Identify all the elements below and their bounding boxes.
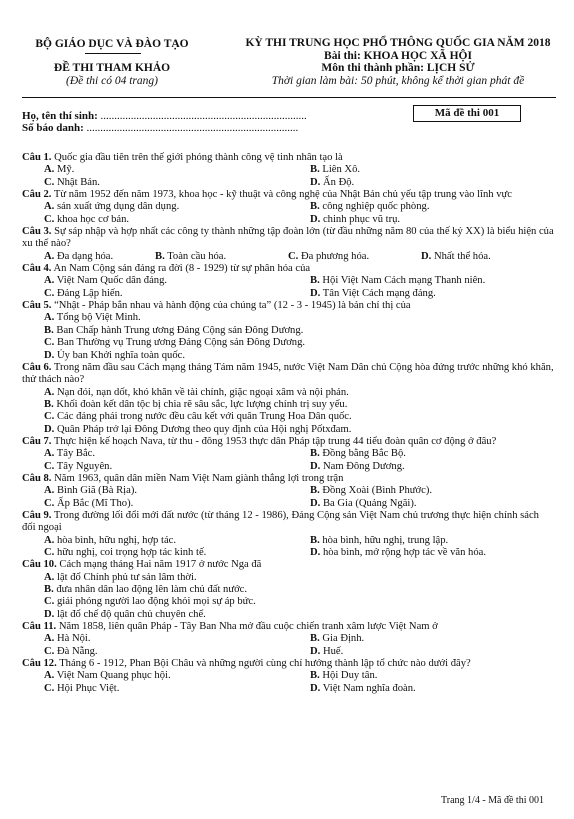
option-text: Tổng bộ Việt Minh. xyxy=(56,312,141,324)
answer-options xyxy=(22,312,554,361)
question-text: Tháng 6 - 1912, Phan Bội Châu và những người cùng chí hướng thành lập tổ chức nào dưới đây? xyxy=(59,658,471,670)
question-12 xyxy=(22,658,554,695)
answer-option xyxy=(22,572,554,584)
option-letter: B. xyxy=(310,448,320,460)
option-letter: A. xyxy=(44,534,55,546)
answer-option xyxy=(22,596,554,608)
answer-option xyxy=(288,201,554,213)
question-1 xyxy=(22,152,554,189)
question-2 xyxy=(22,189,554,226)
option-letter: D. xyxy=(421,250,432,262)
option-text: giải phóng người lao động khỏi mọi sự áp bức. xyxy=(56,596,256,608)
option-text: Ba Gia (Quảng Ngãi). xyxy=(322,497,417,509)
option-text: sản xuất ứng dụng dân dụng. xyxy=(56,201,180,213)
answer-option xyxy=(22,201,288,213)
option-text: Đa dạng hóa. xyxy=(56,250,114,262)
option-letter: D. xyxy=(310,682,321,694)
question-number: Câu 1. xyxy=(22,152,52,163)
option-text: Mỹ. xyxy=(56,164,75,176)
option-text: Việt Nam Quốc dân đảng. xyxy=(56,275,168,287)
exam-title: KỲ THI TRUNG HỌC PHỔ THÔNG QUỐC GIA NĂM 2018 xyxy=(245,37,551,49)
option-text: Liên Xô. xyxy=(322,164,361,176)
question-5 xyxy=(22,300,554,362)
option-text: hòa bình, hữu nghị, hợp tác. xyxy=(56,534,176,546)
option-letter: D. xyxy=(44,349,55,361)
option-letter: A. xyxy=(44,670,55,682)
option-letter: D. xyxy=(310,645,321,657)
option-text: đưa nhân dân lao động lên làm chủ đất nước. xyxy=(56,584,248,596)
question-7 xyxy=(22,436,554,473)
option-text: Hội Phục Việt. xyxy=(56,682,120,694)
answer-option xyxy=(288,275,554,287)
option-text: Đà Nẵng. xyxy=(56,645,98,657)
option-text: Đa phương hóa. xyxy=(300,250,370,262)
answer-options xyxy=(22,448,554,473)
question-number: Câu 6. xyxy=(22,361,52,373)
answer-option xyxy=(288,498,554,510)
answer-option xyxy=(155,251,288,263)
answer-option xyxy=(288,251,421,263)
option-letter: D. xyxy=(44,423,55,435)
answer-option xyxy=(288,214,554,226)
answer-option xyxy=(22,350,554,362)
answer-option xyxy=(288,288,554,300)
answer-option xyxy=(22,399,554,411)
option-text: Nạn đói, nạn dốt, khó khăn về tài chính, giặc ngoại xâm và nội phản. xyxy=(56,386,349,398)
answer-option xyxy=(22,411,554,423)
ministry-name: BỘ GIÁO DỤC VÀ ĐÀO TẠO xyxy=(35,38,189,50)
question-stem xyxy=(22,362,554,387)
question-text: Quốc gia đầu tiên trên thế giới phóng thành công vệ tinh nhân tạo là xyxy=(54,152,343,163)
answer-option xyxy=(288,633,554,645)
option-letter: C. xyxy=(44,460,55,472)
option-letter: C. xyxy=(44,682,55,694)
option-letter: D. xyxy=(44,608,55,620)
option-letter: B. xyxy=(310,275,320,287)
option-letter: D. xyxy=(310,287,321,299)
question-3 xyxy=(22,226,554,263)
answer-option xyxy=(22,337,554,349)
answer-options xyxy=(22,201,554,226)
option-letter: C. xyxy=(44,497,55,509)
option-letter: D. xyxy=(310,547,321,558)
answer-options xyxy=(22,670,554,695)
question-stem xyxy=(22,559,554,571)
option-letter: A. xyxy=(44,275,55,287)
answer-option xyxy=(288,164,554,176)
answer-options xyxy=(22,164,554,189)
option-text: Bình Giã (Bà Rịa). xyxy=(56,485,137,497)
option-letter: C. xyxy=(44,213,55,225)
question-text: Năm 1858, liên quân Pháp - Tây Ban Nha mở đầu cuộc chiến tranh xâm lược Việt Nam ở xyxy=(58,621,438,633)
question-number: Câu 11. xyxy=(22,621,57,633)
option-text: Tân Việt Cách mạng đảng. xyxy=(322,287,436,299)
answer-option xyxy=(288,448,554,460)
option-text: hữu nghị, coi trọng hợp tác kinh tế. xyxy=(56,547,207,558)
option-letter: B. xyxy=(310,670,320,682)
answer-option xyxy=(22,325,554,337)
option-text: Nhất thể hóa. xyxy=(433,250,491,262)
option-text: Quân Pháp trở lại Đông Dương theo quy định của Hội nghị Pốtxđam. xyxy=(56,423,352,435)
candidate-id-label: Số báo danh: xyxy=(22,122,84,134)
option-text: Việt Nam Quang phục hội. xyxy=(56,670,171,682)
option-letter: B. xyxy=(310,534,320,546)
answer-option xyxy=(22,251,155,263)
answer-option xyxy=(22,312,554,324)
option-letter: B. xyxy=(44,324,54,336)
answer-option xyxy=(22,177,288,189)
option-text: công nghiệp quốc phòng. xyxy=(322,201,430,213)
answer-option xyxy=(22,461,288,473)
ministry-underline xyxy=(85,53,141,54)
answer-option xyxy=(288,177,554,189)
option-text: Ban Thường vụ Trung ương Đảng Cộng sản Đông Dương. xyxy=(56,337,306,349)
option-letter: D. xyxy=(310,213,321,225)
option-text: Ấn Độ. xyxy=(322,176,355,188)
question-stem xyxy=(22,510,554,535)
answer-option xyxy=(22,498,288,510)
answer-options xyxy=(22,485,554,510)
option-text: Nhật Bản. xyxy=(56,176,100,188)
answer-option xyxy=(22,275,288,287)
question-number: Câu 9. xyxy=(22,509,52,521)
reference-block xyxy=(22,62,202,88)
option-text: hòa bình, hữu nghị, trung lập. xyxy=(322,534,449,546)
question-stem xyxy=(22,621,554,633)
option-letter: C. xyxy=(288,250,299,262)
answer-option xyxy=(22,387,554,399)
exam-title-block xyxy=(238,37,558,87)
question-text: Từ năm 1952 đến năm 1973, khoa học - kỹ thuật và công nghệ của Nhật Bản chủ yếu tập trung vào lĩnh vực xyxy=(53,189,512,201)
option-letter: A. xyxy=(44,386,55,398)
question-9 xyxy=(22,510,554,559)
answer-option xyxy=(22,424,554,436)
answer-option xyxy=(421,251,554,263)
question-stem xyxy=(22,263,554,275)
question-text: Thực hiện kế hoạch Nava, từ thu - đông 1953 thực dân Pháp tập trung 44 tiểu đoàn quân cơ động ở đâu? xyxy=(53,435,497,447)
question-stem xyxy=(22,300,554,312)
question-stem xyxy=(22,189,554,201)
question-number: Câu 5. xyxy=(22,300,52,312)
option-text: Hà Nội. xyxy=(56,633,91,645)
answer-option xyxy=(22,164,288,176)
option-letter: A. xyxy=(44,633,55,645)
option-letter: D. xyxy=(310,176,321,188)
candidate-name-row xyxy=(22,110,307,122)
option-letter: B. xyxy=(310,164,320,176)
option-letter: A. xyxy=(44,312,55,324)
option-letter: A. xyxy=(44,571,55,583)
option-letter: B. xyxy=(310,485,320,497)
question-stem xyxy=(22,473,554,485)
answer-option xyxy=(288,547,554,559)
option-text: Đồng Xoài (Bình Phước). xyxy=(322,485,432,497)
question-number: Câu 10. xyxy=(22,559,57,571)
option-text: Đồng bằng Bắc Bộ. xyxy=(322,448,406,460)
question-text: Cách mạng tháng Hai năm 1917 ở nước Nga đã xyxy=(59,559,262,571)
option-text: lật đổ Chính phủ tư sản lâm thời. xyxy=(56,571,197,583)
question-stem xyxy=(22,152,554,164)
option-letter: A. xyxy=(44,485,55,497)
question-10 xyxy=(22,559,554,621)
answer-option xyxy=(22,547,288,559)
answer-option xyxy=(22,485,288,497)
reference-note: (Đề thi có 04 trang) xyxy=(66,75,158,87)
option-letter: B. xyxy=(44,398,54,410)
answer-option xyxy=(22,683,288,695)
candidate-name-label: Họ, tên thí sinh: xyxy=(22,110,98,122)
option-letter: B. xyxy=(310,633,320,645)
option-text: Ban Chấp hành Trung ương Đảng Cộng sản Đông Dương. xyxy=(56,324,304,336)
answer-options xyxy=(22,251,554,263)
candidate-name-dots: ........................................................................... xyxy=(100,110,307,122)
option-text: Khối đoàn kết dân tộc bị chia rẽ sâu sắc, lực lượng chính trị suy yếu. xyxy=(56,398,348,410)
answer-options xyxy=(22,275,554,300)
questions-list xyxy=(22,152,554,695)
answer-options xyxy=(22,387,554,436)
exam-time: Thời gian làm bài: 50 phút, không kể thời gian phát đề xyxy=(271,74,525,87)
answer-option xyxy=(288,683,554,695)
candidate-id-dots: ............................................................................. xyxy=(86,122,299,134)
option-text: hòa bình, mở rộng hợp tác về văn hóa. xyxy=(322,547,486,558)
option-text: Tây Bắc. xyxy=(56,448,96,460)
answer-option xyxy=(288,670,554,682)
answer-option xyxy=(22,670,288,682)
question-number: Câu 7. xyxy=(22,435,52,447)
answer-option xyxy=(22,214,288,226)
question-11 xyxy=(22,621,554,658)
question-stem xyxy=(22,436,554,448)
option-letter: C. xyxy=(44,596,55,608)
question-text: Trong đường lối đổi mới đất nước (từ tháng 12 - 1986), Đảng Cộng sản Việt Nam chủ trương thực hiện chính sách đối ngoại xyxy=(22,509,539,534)
answer-options xyxy=(22,572,554,621)
exam-section: Bài thi: KHOA HỌC XÃ HỘI xyxy=(324,49,472,62)
answer-option xyxy=(22,288,288,300)
answer-option xyxy=(22,584,554,596)
option-text: chinh phục vũ trụ. xyxy=(322,213,401,225)
option-text: Toàn cầu hóa. xyxy=(167,250,227,262)
answer-option xyxy=(22,535,288,547)
question-8 xyxy=(22,473,554,510)
question-number: Câu 4. xyxy=(22,263,52,275)
option-text: lật đổ chế độ quân chủ chuyên chế. xyxy=(56,608,206,620)
option-letter: B. xyxy=(44,584,54,596)
question-number: Câu 2. xyxy=(22,189,52,201)
option-letter: A. xyxy=(44,250,55,262)
reference-title: ĐỀ THI THAM KHẢO xyxy=(53,62,171,74)
option-letter: C. xyxy=(44,547,55,558)
header-divider xyxy=(22,97,556,98)
exam-subject: Môn thi thành phần: LỊCH SỬ xyxy=(321,62,475,74)
answer-option xyxy=(288,461,554,473)
question-text: Sự sáp nhập và hợp nhất các công ty thành những tập đoàn lớn (từ đầu những năm 80 của thế kỷ XX) là biểu hiện của xu thế nào? xyxy=(22,226,554,250)
question-text: “Nhật - Pháp bắn nhau và hành động của chúng ta” (12 - 3 - 1945) là bản chỉ thị của xyxy=(54,300,411,312)
answer-option xyxy=(288,535,554,547)
option-text: Hội Duy tân. xyxy=(322,670,378,682)
answer-option xyxy=(22,633,288,645)
option-text: Hội Việt Nam Cách mạng Thanh niên. xyxy=(322,275,486,287)
option-text: Đảng Lập hiến. xyxy=(56,287,123,299)
answer-options xyxy=(22,633,554,658)
option-text: Ấp Bắc (Mĩ Tho). xyxy=(56,497,134,509)
question-stem xyxy=(22,658,554,670)
option-letter: C. xyxy=(44,337,55,349)
option-letter: C. xyxy=(44,645,55,657)
option-letter: B. xyxy=(310,201,320,213)
question-4 xyxy=(22,263,554,300)
question-stem xyxy=(22,226,554,251)
option-letter: C. xyxy=(44,287,55,299)
answer-options xyxy=(22,535,554,560)
answer-option xyxy=(22,448,288,460)
option-text: Huế. xyxy=(322,645,344,657)
option-letter: B. xyxy=(155,250,165,262)
question-number: Câu 3. xyxy=(22,226,52,238)
option-letter: C. xyxy=(44,411,55,423)
question-text: Năm 1963, quân dân miền Nam Việt Nam giành thắng lợi trong trận xyxy=(54,472,344,484)
question-text: Trong năm đầu sau Cách mạng tháng Tám năm 1945, nước Việt Nam Dân chủ Cộng hòa đứng trước những khó khăn, thử thách nào? xyxy=(22,361,554,386)
exam-code-box: Mã đề thi 001 xyxy=(413,105,521,122)
option-letter: A. xyxy=(44,164,55,176)
option-letter: D. xyxy=(310,460,321,472)
candidate-id-row xyxy=(22,122,298,134)
question-6 xyxy=(22,362,554,436)
option-text: Việt Nam nghĩa đoàn. xyxy=(322,682,416,694)
page-footer: Trang 1/4 - Mã đề thi 001 xyxy=(441,795,544,806)
answer-option xyxy=(288,485,554,497)
option-text: Tây Nguyên. xyxy=(56,460,113,472)
answer-option xyxy=(22,609,554,621)
option-letter: A. xyxy=(44,201,55,213)
option-text: khoa học cơ bản. xyxy=(56,213,130,225)
question-number: Câu 12. xyxy=(22,658,57,670)
option-text: Gia Định. xyxy=(322,633,365,645)
option-letter: D. xyxy=(310,497,321,509)
answer-option xyxy=(22,646,288,658)
option-text: Ủy ban Khởi nghĩa toàn quốc. xyxy=(56,349,185,361)
option-letter: A. xyxy=(44,448,55,460)
option-text: Nam Đông Dương. xyxy=(322,460,405,472)
question-number: Câu 8. xyxy=(22,472,52,484)
option-letter: C. xyxy=(44,176,55,188)
option-text: Các đảng phái trong nước đều câu kết với quân Trung Hoa Dân quốc. xyxy=(56,411,352,423)
answer-option xyxy=(288,646,554,658)
question-text: An Nam Cộng sản đảng ra đời (8 - 1929) từ sự phân hóa của xyxy=(53,263,311,275)
